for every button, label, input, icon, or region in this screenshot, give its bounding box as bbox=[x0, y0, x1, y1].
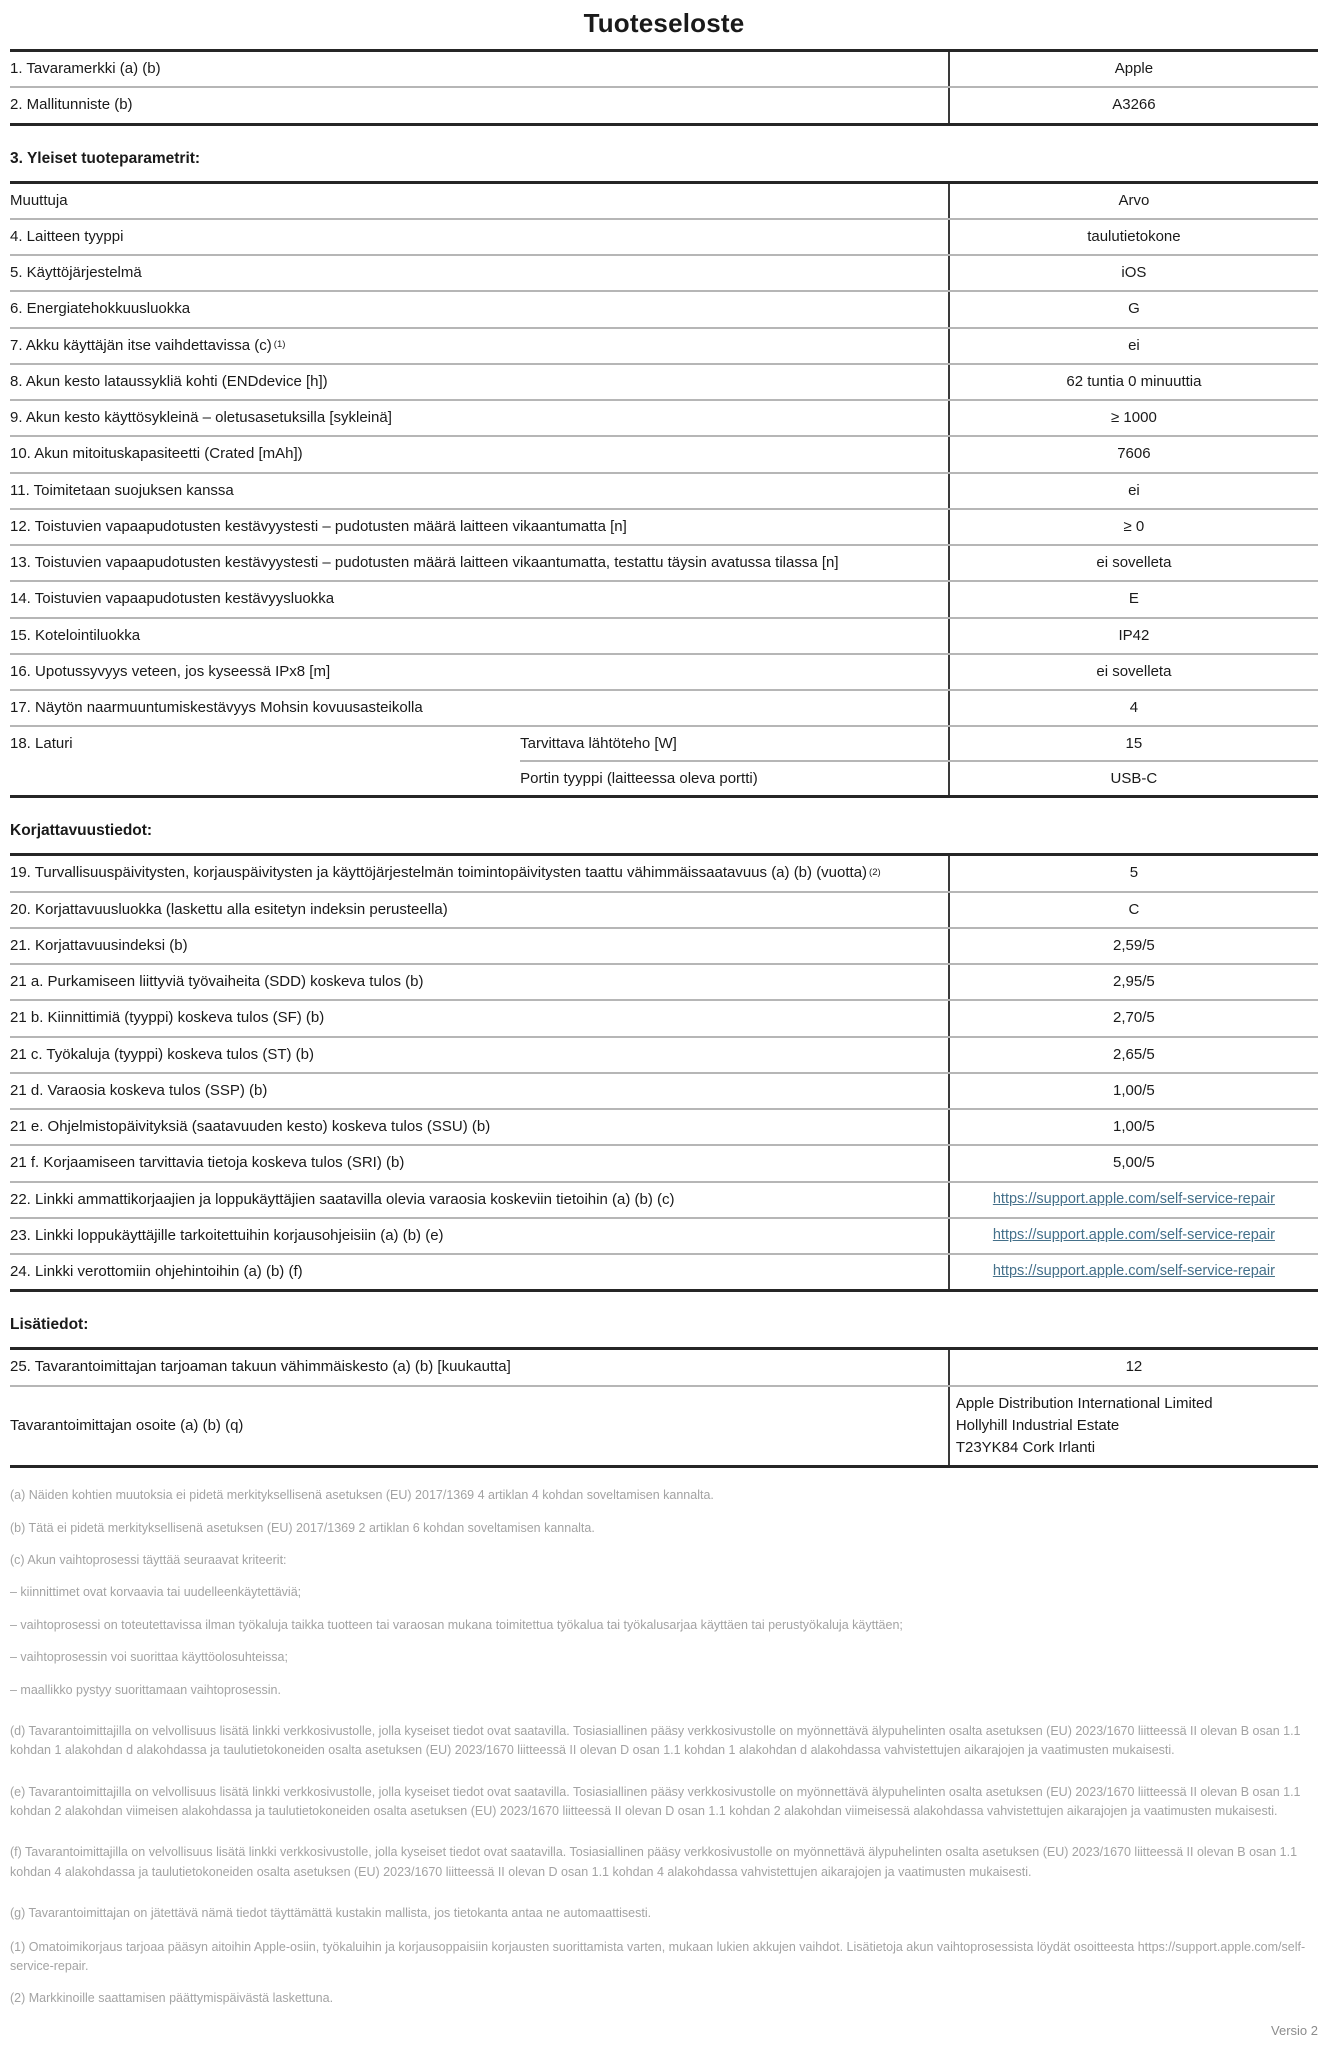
table-row bbox=[520, 760, 1318, 795]
additional-info-table bbox=[10, 1347, 1318, 1468]
column-header-value: Arvo bbox=[948, 184, 1318, 218]
general-parameters-table bbox=[10, 181, 1318, 799]
footnote: (f) Tavarantoimittajilla on velvollisuus lisätä linkki verkkosivustolle, jolla kyseiset tiedot ovat saatavilla. Tosiasiallinen pääsy verkkosivustolle on myönnettävä älypuhelinten osalta asetuksen (EU) 2023/1670 liitteessä II olevan B osan 1.1 kohdan 4 alakohdassa ja taulutietokoneiden osalta asetuksen (EU) 2023/1670 liitteessä II olevan D osan 1.1 kohdan 4 alakohdassa vahvistettujen aikarajojen ja vaatimusten mukaisesti. bbox=[10, 1845, 1298, 1879]
row-value: 5,00/5 bbox=[948, 1146, 1318, 1180]
table-row bbox=[10, 508, 1318, 544]
repairability-table bbox=[10, 853, 1318, 1292]
row-label bbox=[10, 856, 948, 890]
row-label: 9. Akun kesto käyttösykleinä – oletusasetuksilla [sykleinä] bbox=[10, 409, 392, 426]
version-label: Versio 2 bbox=[1271, 2022, 1318, 2038]
table-row bbox=[10, 1181, 1318, 1217]
table-row bbox=[10, 52, 1318, 86]
row-label-text: 7. Akku käyttäjän itse vaihdettavissa (c) bbox=[10, 336, 272, 354]
row-value: ei bbox=[948, 329, 1318, 363]
row-value: IP42 bbox=[948, 619, 1318, 653]
supplier-address-line: Apple Distribution International Limited bbox=[955, 1394, 1213, 1412]
row-value: Apple bbox=[948, 52, 1318, 86]
table-row bbox=[10, 1108, 1318, 1144]
row-value: 2,65/5 bbox=[948, 1038, 1318, 1072]
row-label: 21. Korjattavuusindeksi (b) bbox=[10, 936, 188, 954]
supplier-address bbox=[948, 1387, 1318, 1466]
row-label: 24. Linkki verottomiin ohjehintoihin (a) (b) (f) bbox=[10, 1263, 303, 1280]
row-label: 8. Akun kesto lataussykliä kohti (ENDdevice [h]) bbox=[10, 372, 328, 390]
footnote: (g) Tavarantoimittajan on jätettävä nämä tiedot täyttämättä kustakin mallista, jos tietokanta antaa ne automaattisesti. bbox=[10, 1906, 652, 1921]
footnotes-section bbox=[10, 1486, 1318, 2008]
row-label-text: 19. Turvallisuuspäivitysten, korjauspäivitysten ja käyttöjärjestelmän toimintopäivitysten taattu vähimmäissaatavuus (a) (b) (vuotta) bbox=[10, 864, 868, 882]
row-label: Tavarantoimittajan osoite (a) (b) (q) bbox=[10, 1416, 244, 1434]
row-value: 5 bbox=[948, 856, 1318, 890]
row-value: E bbox=[948, 582, 1318, 616]
row-value: ≥ 0 bbox=[948, 510, 1318, 544]
section-heading-repairability: Korjattavuustiedot: bbox=[10, 822, 153, 840]
footnote: (c) Akun vaihtoprosessi täyttää seuraavat kriteerit: bbox=[10, 1553, 287, 1567]
row-label: 10. Akun mitoituskapasiteetti (Crated [mAh]) bbox=[10, 445, 303, 463]
row-value: 4 bbox=[948, 691, 1318, 725]
page-title: Tuoteseloste bbox=[583, 8, 745, 38]
charger-row bbox=[10, 725, 1318, 795]
table-row bbox=[10, 1036, 1318, 1072]
table-row bbox=[10, 290, 1318, 326]
row-label: 16. Upotussyvyys veteen, jos kyseessä IPx8 [m] bbox=[10, 662, 331, 680]
row-value: 1,00/5 bbox=[948, 1074, 1318, 1108]
row-label bbox=[10, 329, 948, 363]
row-value: 12 bbox=[948, 1350, 1318, 1384]
section-heading-additional-info: Lisätiedot: bbox=[10, 1316, 89, 1334]
row-value: A3266 bbox=[948, 88, 1318, 122]
row-value bbox=[948, 1255, 1318, 1289]
footnote: (2) Markkinoille saattamisen päättymispäivästä laskettuna. bbox=[10, 1991, 334, 2006]
row-label: 21 d. Varaosia koskeva tulos (SSP) (b) bbox=[10, 1081, 268, 1099]
footnote: (b) Tätä ei pidetä merkityksellisenä asetuksen (EU) 2017/1369 2 artiklan 6 kohdan soveltamisen kannalta. bbox=[10, 1520, 595, 1535]
supplier-address-line: Hollyhill Industrial Estate bbox=[955, 1416, 1120, 1434]
footnote: (a) Näiden kohtien muutoksia ei pidetä merkityksellisenä asetuksen (EU) 2017/1369 4 artiklan 4 kohdan soveltamisen kannalta. bbox=[10, 1488, 714, 1503]
row-label: 1. Tavaramerkki (a) (b) bbox=[10, 60, 161, 77]
supplier-address-line: T23YK84 Cork Irlanti bbox=[955, 1439, 1096, 1456]
footnote: (1) Omatoimikorjaus tarjoaa pääsyn aitoihin Apple-osiin, työkaluihin ja korjausoppaisiin korjausten suorittamista varten, mukaan lukien akkujen vaihdot. Lisätietoja akun vaihtoprosessista löydät osoitteesta https://support.apple.com/self-service-repair. bbox=[10, 1939, 1306, 1973]
table-row bbox=[10, 580, 1318, 616]
pre-tax-prices-link[interactable]: https://support.apple.com/self-service-repair bbox=[992, 1263, 1275, 1280]
row-label: 15. Kotelointiluokka bbox=[10, 626, 141, 644]
repair-instructions-link[interactable]: https://support.apple.com/self-service-repair bbox=[992, 1227, 1275, 1244]
row-value: ei sovelleta bbox=[948, 655, 1318, 689]
table-row bbox=[520, 727, 1318, 760]
footnote: (e) Tavarantoimittajilla on velvollisuus lisätä linkki verkkosivustolle, jolla kyseiset tiedot ovat saatavilla. Tosiasiallinen pääsy verkkosivustolle on myönnettävä älypuhelinten osalta asetuksen (EU) 2023/1670 liitteessä II olevan B osan 1.1 kohdan 2 alakohdan viimeisen alakohdassa ja taulutietokoneiden osalta asetuksen (EU) 2023/1670 liitteessä II olevan D osan 1.1 kohdan 2 alakohdan viimeisessä alakohdassa vahvistettujen aikarajojen ja vaatimusten mukaisesti. bbox=[10, 1784, 1301, 1818]
document-footer bbox=[10, 2023, 1318, 2038]
row-label: 20. Korjattavuusluokka (laskettu alla esitetyn indeksin perusteella) bbox=[10, 900, 448, 918]
footnote-criterion: – kiinnittimet ovat korvaavia tai uudelleenkäytettäviä; bbox=[10, 1585, 302, 1600]
table-row bbox=[10, 86, 1318, 122]
table-row bbox=[10, 617, 1318, 653]
row-value: ei bbox=[948, 474, 1318, 508]
row-value: USB-C bbox=[948, 762, 1318, 795]
row-label: 23. Linkki loppukäyttäjille tarkoitettuihin korjausohjeisiin (a) (b) (e) bbox=[10, 1226, 444, 1244]
table-row bbox=[10, 856, 1318, 890]
table-row bbox=[10, 653, 1318, 689]
row-value: 1,00/5 bbox=[948, 1110, 1318, 1144]
table-row bbox=[10, 1072, 1318, 1108]
table-row bbox=[10, 1385, 1318, 1466]
row-value: taulutietokone bbox=[948, 220, 1318, 254]
table-row bbox=[10, 1217, 1318, 1253]
table-header-row bbox=[10, 184, 1318, 218]
row-value: 2,95/5 bbox=[948, 965, 1318, 999]
footnote: (d) Tavarantoimittajilla on velvollisuus lisätä linkki verkkosivustolle, jolla kyseiset tiedot ovat saatavilla. Tosiasiallinen pääsy verkkosivustolle on myönnettävä älypuhelinten osalta asetuksen (EU) 2023/1670 liitteessä II olevan B osan 1.1 kohdan 1 alakohdan d alakohdassa ja taulutietokoneiden osalta asetuksen (EU) 2023/1670 liitteessä II olevan D osan 1.1 kohdan 1 alakohdan d alakohdassa vahvistettujen aikarajojen ja vaatimusten mukaisesti. bbox=[10, 1723, 1301, 1758]
table-row bbox=[10, 218, 1318, 254]
row-label: 2. Mallitunniste (b) bbox=[10, 96, 133, 114]
row-label: 18. Laturi bbox=[10, 735, 73, 753]
row-label: 13. Toistuvien vapaapudotusten kestävyystesti – pudotusten määrä laitteen vikaantumatta, testattu täysin avatussa tilassa [n] bbox=[10, 554, 839, 571]
row-label: 21 f. Korjaamiseen tarvittavia tietoja koskeva tulos (SRI) (b) bbox=[10, 1154, 405, 1172]
table-row bbox=[10, 689, 1318, 725]
row-value: 62 tuntia 0 minuuttia bbox=[948, 365, 1318, 399]
spare-parts-info-link[interactable]: https://support.apple.com/self-service-repair bbox=[992, 1190, 1275, 1207]
row-label: 21 a. Purkamiseen liittyviä työvaiheita (SDD) koskeva tulos (b) bbox=[10, 973, 424, 990]
row-value: iOS bbox=[948, 256, 1318, 290]
row-label: 12. Toistuvien vapaapudotusten kestävyystesti – pudotusten määrä laitteen vikaantumatta [n] bbox=[10, 517, 627, 535]
row-label: 25. Tavarantoimittajan tarjoaman takuun vähimmäiskesto (a) (b) [kuukautta] bbox=[10, 1358, 511, 1376]
row-value: 2,59/5 bbox=[948, 929, 1318, 963]
table-row bbox=[10, 1144, 1318, 1180]
row-value: ei sovelleta bbox=[948, 546, 1318, 580]
column-header-variable: Muuttuja bbox=[10, 191, 68, 209]
footnote-criterion: – vaihtoprosessi on toteutettavissa ilman työkaluja taikka tuotteen tai varaosan mukana toimitettua työkalua tai työkalusarjaa käyttäen tai perustyökaluja käyttäen; bbox=[10, 1617, 903, 1632]
section-heading-general-parameters: 3. Yleiset tuoteparametrit: bbox=[10, 149, 201, 167]
row-value bbox=[948, 1219, 1318, 1253]
row-value: C bbox=[948, 893, 1318, 927]
table-row bbox=[10, 472, 1318, 508]
row-value: 15 bbox=[948, 727, 1318, 760]
footnote-marker: (2) bbox=[869, 866, 881, 878]
table-row bbox=[10, 327, 1318, 363]
row-sublabel: Tarvittava lähtöteho [W] bbox=[520, 735, 677, 753]
row-label: 17. Näytön naarmuuntumiskestävyys Mohsin kovuusasteikolla bbox=[10, 699, 423, 716]
identification-table bbox=[10, 49, 1318, 126]
row-label: 21 c. Työkaluja (tyyppi) koskeva tulos (ST) (b) bbox=[10, 1045, 314, 1063]
table-row bbox=[10, 1253, 1318, 1289]
table-row bbox=[10, 1350, 1318, 1384]
row-value: 2,70/5 bbox=[948, 1001, 1318, 1035]
row-sublabel: Portin tyyppi (laitteessa oleva portti) bbox=[520, 770, 758, 788]
row-label: 5. Käyttöjärjestelmä bbox=[10, 264, 142, 281]
row-label: 11. Toimitetaan suojuksen kanssa bbox=[10, 481, 234, 499]
table-row bbox=[10, 891, 1318, 927]
row-value: 7606 bbox=[948, 437, 1318, 471]
table-row bbox=[10, 927, 1318, 963]
table-row bbox=[10, 435, 1318, 471]
table-row bbox=[10, 963, 1318, 999]
table-row bbox=[10, 254, 1318, 290]
row-value: ≥ 1000 bbox=[948, 401, 1318, 435]
row-label: 14. Toistuvien vapaapudotusten kestävyysluokka bbox=[10, 590, 335, 608]
table-row bbox=[10, 363, 1318, 399]
footnote-criterion: – vaihtoprosessin voi suorittaa käyttöolosuhteissa; bbox=[10, 1650, 288, 1665]
table-row bbox=[10, 544, 1318, 580]
row-label: 21 b. Kiinnittimiä (tyyppi) koskeva tulos (SF) (b) bbox=[10, 1009, 325, 1027]
footnote-marker: (1) bbox=[273, 339, 286, 351]
row-label: 6. Energiatehokkuusluokka bbox=[10, 300, 191, 318]
table-row bbox=[10, 399, 1318, 435]
table-row bbox=[10, 999, 1318, 1035]
footnote-criterion: – maallikko pystyy suorittamaan vaihtoprosessin. bbox=[10, 1682, 281, 1697]
row-label: 21 e. Ohjelmistopäivityksiä (saatavuuden kesto) koskeva tulos (SSU) (b) bbox=[10, 1118, 491, 1135]
charger-subtable bbox=[520, 727, 1318, 795]
row-label: 4. Laitteen tyyppi bbox=[10, 227, 124, 245]
row-value bbox=[948, 1183, 1318, 1217]
row-value: G bbox=[948, 292, 1318, 326]
row-label: 22. Linkki ammattikorjaajien ja loppukäyttäjien saatavilla olevia varaosia koskeviin tietoihin (a) (b) (c) bbox=[10, 1190, 675, 1208]
